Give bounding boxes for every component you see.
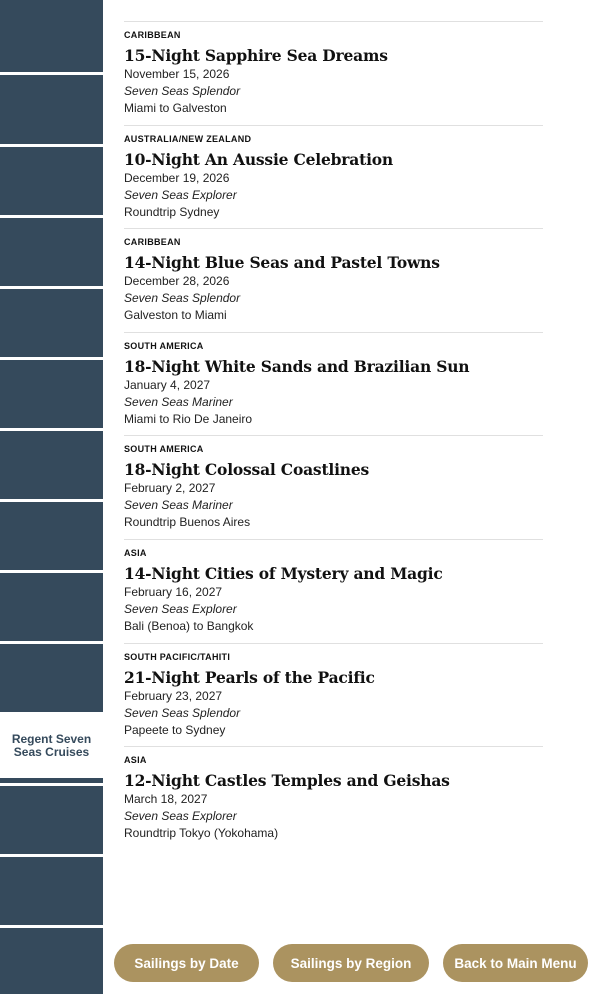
sidebar-tab-9[interactable] [0,573,103,641]
cruise-date: November 15, 2026 [124,67,230,81]
sailings-by-date-button[interactable]: Sailings by Date [114,944,259,982]
sidebar-tab-10[interactable] [0,644,103,712]
cruise-route: Papeete to Sydney [124,722,226,737]
cruise-region: SOUTH AMERICA [124,444,204,455]
cruise-date: February 23, 2027 [124,688,223,703]
sailings-by-region-button[interactable]: Sailings by Region [273,944,429,982]
cruise-ship: Seven Seas Explorer [124,601,237,616]
sidebar-tab-8[interactable] [0,502,103,570]
cruise-item[interactable] [124,21,543,125]
sidebar-tab-6[interactable] [0,360,103,428]
cruise-region: ASIA [124,755,147,766]
sidebar-tab-12[interactable] [0,778,103,783]
cruise-route: Miami to Galveston [124,101,227,115]
cruise-ship: Seven Seas Splendor [124,705,241,720]
cruise-date: February 16, 2027 [124,584,223,599]
cruise-ship: Seven Seas Explorer [124,809,237,824]
sidebar-tab-15[interactable] [0,928,103,994]
cruise-list [124,21,543,850]
cruise-title[interactable]: 10-Night An Aussie Celebration [124,149,393,169]
sidebar-tab-3[interactable] [0,147,103,215]
sidebar-tab-14[interactable] [0,857,103,925]
cruise-item[interactable] [124,539,543,643]
cruise-region: CARIBBEAN [124,237,181,248]
sidebar-tab-7[interactable] [0,431,103,499]
cruise-item[interactable] [124,332,543,436]
sidebar-active-label: Regent Seven Seas Cruises [11,732,92,759]
sidebar-tab-5[interactable] [0,289,103,357]
cruise-item[interactable] [124,125,543,229]
cruise-item[interactable] [124,435,543,539]
cruise-date: December 19, 2026 [124,170,230,185]
cruise-title[interactable]: 21-Night Pearls of the Pacific [124,667,375,687]
cruise-item[interactable] [124,746,543,850]
cruise-ship: Seven Seas Splendor [124,291,241,306]
sidebar [0,0,103,994]
cruise-date: February 2, 2027 [124,481,216,496]
cruise-title[interactable]: 15-Night Sapphire Sea Dreams [124,46,388,65]
cruise-item[interactable] [124,228,543,332]
sidebar-tab-2[interactable] [0,75,103,144]
cruise-title[interactable]: 18-Night Colossal Coastlines [124,460,370,480]
cruise-ship: Seven Seas Explorer [124,187,237,202]
cruise-date: March 18, 2027 [124,792,208,807]
cruise-route: Galveston to Miami [124,308,227,323]
sidebar-tab-4[interactable] [0,218,103,286]
cruise-ship: Seven Seas Splendor [124,84,241,98]
cruise-route: Roundtrip Buenos Aires [124,515,251,530]
sidebar-tab-regent-seven-seas[interactable] [0,715,103,777]
cruise-title[interactable]: 14-Night Cities of Mystery and Magic [124,563,443,583]
cruise-region: AUSTRALIA/NEW ZEALAND [124,133,252,144]
cruise-title[interactable]: 14-Night Blue Seas and Pastel Towns [124,253,440,273]
cruise-title[interactable]: 18-Night White Sands and Brazilian Sun [124,356,470,376]
cruise-item[interactable] [124,643,543,747]
cruise-route: Bali (Benoa) to Bangkok [124,618,254,633]
cruise-ship: Seven Seas Mariner [124,394,233,409]
cruise-date: January 4, 2027 [124,377,211,392]
cruise-region: CARIBBEAN [124,30,181,40]
cruise-region: SOUTH AMERICA [124,340,204,351]
cruise-route: Miami to Rio De Janeiro [124,411,253,426]
cruise-region: SOUTH PACIFIC/TAHITI [124,651,231,662]
sidebar-tab-1[interactable] [0,0,103,72]
cruise-date: December 28, 2026 [124,274,230,289]
back-to-main-menu-button[interactable]: Back to Main Menu [443,944,588,982]
cruise-region: ASIA [124,547,147,558]
sidebar-tab-13[interactable] [0,786,103,854]
cruise-title[interactable]: 12-Night Castles Temples and Geishas [124,771,450,791]
cruise-ship: Seven Seas Mariner [124,498,233,513]
cruise-route: Roundtrip Sydney [124,204,220,219]
cruise-route: Roundtrip Tokyo (Yokohama) [124,826,279,841]
